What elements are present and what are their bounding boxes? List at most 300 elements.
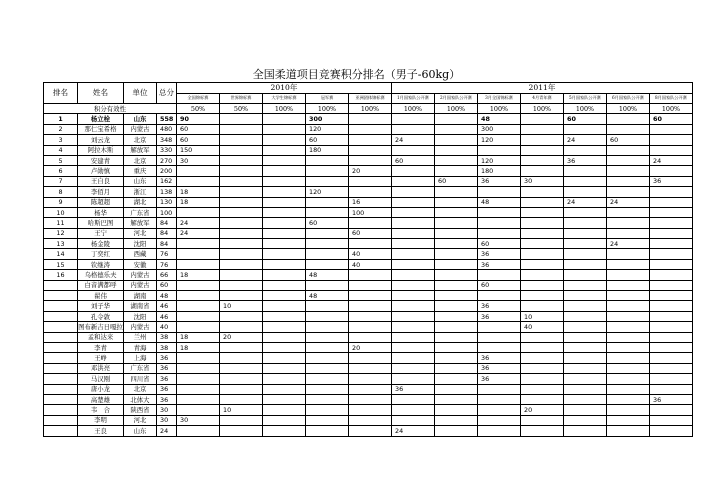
score-cell <box>392 114 435 124</box>
score-cell <box>220 384 263 394</box>
unit-cell: 陕西省 <box>124 405 157 415</box>
rank-cell <box>44 342 78 352</box>
score-cell <box>435 280 478 290</box>
athlete-name-cell: 马汉刚 <box>78 374 124 384</box>
validity-value: 100% <box>263 104 306 114</box>
unit-cell: 湖南 <box>124 291 157 301</box>
table-row <box>44 259 693 269</box>
score-cell <box>349 301 392 311</box>
header-event: 1月国家队公开赛 <box>392 93 435 104</box>
score-cell: 60 <box>478 239 521 249</box>
table-row <box>44 426 693 436</box>
score-cell: 16 <box>349 197 392 207</box>
score-cell <box>306 322 349 332</box>
score-cell <box>521 166 564 176</box>
score-cell <box>607 228 650 238</box>
score-cell <box>435 405 478 415</box>
score-cell: 18 <box>177 342 220 352</box>
athlete-name-cell: 乌格德乐夫 <box>78 270 124 280</box>
table-row <box>44 135 693 145</box>
score-cell <box>306 301 349 311</box>
score-cell <box>306 363 349 373</box>
score-cell <box>478 291 521 301</box>
athlete-name-cell: 杨立栓 <box>78 114 124 124</box>
score-cell <box>263 332 306 342</box>
score-cell <box>177 394 220 404</box>
score-cell <box>650 218 693 228</box>
total-cell: 30 <box>157 405 177 415</box>
score-cell <box>650 311 693 321</box>
score-cell <box>478 426 521 436</box>
score-cell <box>521 342 564 352</box>
score-cell <box>478 415 521 425</box>
header-event: 亚洲团体锦标赛 <box>349 93 392 104</box>
total-cell: 36 <box>157 353 177 363</box>
score-cell <box>521 207 564 217</box>
score-cell <box>392 207 435 217</box>
score-cell: 18 <box>177 332 220 342</box>
score-cell <box>607 187 650 197</box>
score-cell: 60 <box>650 114 693 124</box>
score-cell <box>478 145 521 155</box>
score-cell <box>263 353 306 363</box>
header-total: 总分 <box>157 83 177 104</box>
rank-cell: 3 <box>44 135 78 145</box>
score-cell <box>607 280 650 290</box>
header-year-2011: 2011年 <box>392 83 693 94</box>
unit-cell: 湖北 <box>124 197 157 207</box>
score-cell <box>521 114 564 124</box>
score-cell <box>220 155 263 165</box>
score-cell: 60 <box>564 114 607 124</box>
unit-cell: 青海 <box>124 342 157 352</box>
rank-cell <box>44 374 78 384</box>
score-cell <box>220 228 263 238</box>
athlete-name-cell: 王峥 <box>78 353 124 363</box>
score-cell <box>349 270 392 280</box>
table-row <box>44 322 693 332</box>
score-cell: 120 <box>306 124 349 134</box>
score-cell <box>392 145 435 155</box>
validity-value: 100% <box>564 104 607 114</box>
score-cell <box>435 394 478 404</box>
score-cell <box>435 155 478 165</box>
total-cell: 60 <box>157 280 177 290</box>
validity-value: 100% <box>607 104 650 114</box>
score-cell <box>177 291 220 301</box>
score-cell <box>263 270 306 280</box>
score-cell: 20 <box>220 332 263 342</box>
score-cell <box>478 394 521 404</box>
score-cell <box>263 114 306 124</box>
validity-label: 积分有效性 <box>44 104 177 114</box>
score-cell <box>607 311 650 321</box>
header-event: 4月青年赛 <box>521 93 564 104</box>
score-cell <box>435 145 478 155</box>
score-cell <box>564 426 607 436</box>
header-event: 5月国家队公开赛 <box>564 93 607 104</box>
unit-cell: 浙江 <box>124 187 157 197</box>
score-cell: 20 <box>521 405 564 415</box>
score-cell <box>564 384 607 394</box>
score-cell: 60 <box>306 135 349 145</box>
score-cell: 30 <box>177 155 220 165</box>
score-cell <box>521 145 564 155</box>
score-cell <box>607 155 650 165</box>
rank-cell: 8 <box>44 187 78 197</box>
validity-value: 50% <box>177 104 220 114</box>
score-cell <box>263 176 306 186</box>
score-cell <box>220 239 263 249</box>
total-cell: 36 <box>157 374 177 384</box>
header-event: 大学生锦标赛 <box>263 93 306 104</box>
header-event: 6月国家队公开赛 <box>607 93 650 104</box>
score-cell <box>392 187 435 197</box>
score-cell <box>177 176 220 186</box>
score-cell <box>349 332 392 342</box>
score-cell <box>564 374 607 384</box>
score-cell <box>263 426 306 436</box>
rank-cell: 16 <box>44 270 78 280</box>
table-row <box>44 207 693 217</box>
score-cell: 36 <box>478 311 521 321</box>
score-cell <box>392 322 435 332</box>
score-cell <box>349 135 392 145</box>
table-row <box>44 374 693 384</box>
score-cell <box>607 394 650 404</box>
score-cell <box>435 207 478 217</box>
score-cell <box>607 249 650 259</box>
score-cell <box>306 374 349 384</box>
score-cell <box>220 311 263 321</box>
score-cell <box>392 218 435 228</box>
rank-cell: 10 <box>44 207 78 217</box>
score-cell <box>564 342 607 352</box>
score-cell <box>177 405 220 415</box>
score-cell <box>263 374 306 384</box>
score-cell <box>650 280 693 290</box>
score-cell <box>263 239 306 249</box>
athlete-name-cell: 李明 <box>78 415 124 425</box>
total-cell: 46 <box>157 301 177 311</box>
score-cell <box>263 228 306 238</box>
ranking-table <box>43 82 693 437</box>
total-cell: 84 <box>157 218 177 228</box>
validity-value: 50% <box>220 104 263 114</box>
rank-cell: 14 <box>44 249 78 259</box>
score-cell <box>392 197 435 207</box>
score-cell <box>650 239 693 249</box>
header-event: 2月国家队公开赛 <box>435 93 478 104</box>
athlete-name-cell: 唐小龙 <box>78 384 124 394</box>
score-cell <box>521 280 564 290</box>
score-cell <box>435 259 478 269</box>
score-cell <box>263 249 306 259</box>
score-cell <box>435 415 478 425</box>
rank-cell <box>44 332 78 342</box>
score-cell <box>263 218 306 228</box>
score-cell <box>392 124 435 134</box>
score-cell <box>564 270 607 280</box>
score-cell <box>177 259 220 269</box>
score-cell <box>478 207 521 217</box>
score-cell <box>607 415 650 425</box>
total-cell: 36 <box>157 394 177 404</box>
table-row <box>44 342 693 352</box>
score-cell <box>306 207 349 217</box>
score-cell <box>220 322 263 332</box>
score-cell <box>478 332 521 342</box>
score-cell <box>220 259 263 269</box>
score-cell <box>478 270 521 280</box>
score-cell: 36 <box>478 249 521 259</box>
table-row <box>44 228 693 238</box>
athlete-name-cell: 王宁 <box>78 228 124 238</box>
score-cell <box>263 415 306 425</box>
athlete-name-cell: 卢勋慎 <box>78 166 124 176</box>
unit-cell: 北体大 <box>124 394 157 404</box>
score-cell <box>478 187 521 197</box>
score-cell <box>564 124 607 134</box>
score-cell <box>263 259 306 269</box>
score-cell <box>263 301 306 311</box>
score-cell <box>607 207 650 217</box>
score-cell <box>349 384 392 394</box>
score-cell <box>435 311 478 321</box>
score-cell: 24 <box>607 197 650 207</box>
athlete-name-cell: 白音满都呼 <box>78 280 124 290</box>
total-cell: 40 <box>157 322 177 332</box>
score-cell: 180 <box>478 166 521 176</box>
score-cell <box>564 239 607 249</box>
table-row <box>44 155 693 165</box>
rank-cell <box>44 311 78 321</box>
total-cell: 38 <box>157 332 177 342</box>
unit-cell: 北京 <box>124 384 157 394</box>
score-cell <box>564 291 607 301</box>
score-cell: 24 <box>392 426 435 436</box>
header-event: 冠军赛 <box>306 93 349 104</box>
unit-cell: 北京 <box>124 135 157 145</box>
score-cell <box>220 114 263 124</box>
unit-cell: 河北 <box>124 415 157 425</box>
score-cell <box>263 291 306 301</box>
score-cell <box>607 363 650 373</box>
header-event: 全国锦标赛 <box>177 93 220 104</box>
athlete-name-cell: 孟和达来 <box>78 332 124 342</box>
score-cell <box>521 270 564 280</box>
score-cell <box>306 259 349 269</box>
score-cell <box>306 405 349 415</box>
score-cell <box>392 353 435 363</box>
rank-cell <box>44 291 78 301</box>
score-cell <box>392 363 435 373</box>
score-cell <box>435 374 478 384</box>
score-cell <box>349 145 392 155</box>
score-cell <box>564 332 607 342</box>
score-cell <box>392 311 435 321</box>
score-cell <box>263 405 306 415</box>
score-cell: 90 <box>177 114 220 124</box>
score-cell: 18 <box>177 187 220 197</box>
score-cell <box>650 270 693 280</box>
score-cell <box>521 249 564 259</box>
table-row <box>44 332 693 342</box>
rank-cell: 5 <box>44 155 78 165</box>
score-cell <box>306 249 349 259</box>
score-cell: 18 <box>177 197 220 207</box>
score-cell <box>349 239 392 249</box>
validity-value: 100% <box>478 104 521 114</box>
score-cell <box>650 197 693 207</box>
score-cell <box>220 353 263 363</box>
rank-cell <box>44 301 78 311</box>
athlete-name-cell: 高楚雄 <box>78 394 124 404</box>
score-cell <box>435 301 478 311</box>
table-row <box>44 291 693 301</box>
score-cell <box>306 166 349 176</box>
score-cell <box>607 342 650 352</box>
score-cell <box>521 124 564 134</box>
score-cell <box>521 374 564 384</box>
score-cell <box>521 394 564 404</box>
total-cell: 100 <box>157 207 177 217</box>
score-cell <box>607 145 650 155</box>
score-cell <box>392 415 435 425</box>
score-cell <box>263 363 306 373</box>
rank-cell: 6 <box>44 166 78 176</box>
unit-cell: 安徽 <box>124 259 157 269</box>
score-cell: 40 <box>521 322 564 332</box>
score-cell <box>435 291 478 301</box>
table-row <box>44 270 693 280</box>
score-cell <box>263 197 306 207</box>
score-cell: 300 <box>478 124 521 134</box>
score-cell <box>177 426 220 436</box>
score-cell <box>392 166 435 176</box>
score-cell: 20 <box>349 342 392 352</box>
table-row <box>44 114 693 124</box>
score-cell <box>220 249 263 259</box>
score-cell <box>177 374 220 384</box>
score-cell: 40 <box>349 249 392 259</box>
score-cell <box>478 228 521 238</box>
validity-value: 100% <box>521 104 564 114</box>
score-cell <box>220 426 263 436</box>
total-cell: 84 <box>157 228 177 238</box>
table-row <box>44 415 693 425</box>
table-row <box>44 166 693 176</box>
score-cell: 300 <box>306 114 349 124</box>
athlete-name-cell: 阿拉木斯 <box>78 145 124 155</box>
score-cell <box>220 124 263 134</box>
score-cell <box>650 228 693 238</box>
total-cell: 330 <box>157 145 177 155</box>
rank-cell: 11 <box>44 218 78 228</box>
score-cell <box>349 218 392 228</box>
score-cell <box>220 291 263 301</box>
athlete-name-cell: 李青 <box>78 342 124 352</box>
score-cell <box>564 187 607 197</box>
score-cell <box>392 342 435 352</box>
total-cell: 24 <box>157 426 177 436</box>
table-row <box>44 405 693 415</box>
score-cell <box>349 124 392 134</box>
score-cell <box>306 239 349 249</box>
table-row <box>44 218 693 228</box>
score-cell <box>650 259 693 269</box>
score-cell <box>349 114 392 124</box>
total-cell: 130 <box>157 197 177 207</box>
score-cell <box>392 291 435 301</box>
athlete-name-cell: 图布新吉日嘎拉 <box>78 322 123 331</box>
score-cell <box>392 259 435 269</box>
score-cell <box>564 353 607 363</box>
score-cell <box>478 384 521 394</box>
score-cell: 24 <box>177 218 220 228</box>
rank-cell: 12 <box>44 228 78 238</box>
total-cell: 48 <box>157 291 177 301</box>
table-row <box>44 176 693 186</box>
athlete-name-cell: 李佰月 <box>78 187 124 197</box>
score-cell: 36 <box>564 155 607 165</box>
score-cell: 24 <box>177 228 220 238</box>
score-cell <box>349 280 392 290</box>
score-cell <box>220 166 263 176</box>
rank-cell: 2 <box>44 124 78 134</box>
score-cell: 100 <box>349 207 392 217</box>
score-cell <box>607 176 650 186</box>
score-cell <box>349 394 392 404</box>
unit-cell: 内蒙古 <box>124 280 157 290</box>
score-cell <box>435 218 478 228</box>
score-cell <box>607 374 650 384</box>
score-cell <box>220 415 263 425</box>
score-cell: 24 <box>650 155 693 165</box>
score-cell <box>650 135 693 145</box>
total-cell: 162 <box>157 176 177 186</box>
score-cell <box>263 155 306 165</box>
score-cell <box>306 394 349 404</box>
sheet-title: 全国柔道项目竞赛积分排名（男子-60kg） <box>252 68 461 81</box>
score-cell <box>220 363 263 373</box>
score-cell <box>564 394 607 404</box>
score-cell <box>521 239 564 249</box>
score-cell <box>220 280 263 290</box>
rank-cell: 7 <box>44 176 78 186</box>
score-cell <box>478 322 521 332</box>
score-cell <box>564 145 607 155</box>
score-cell <box>392 405 435 415</box>
score-cell: 48 <box>478 114 521 124</box>
total-cell: 84 <box>157 239 177 249</box>
score-cell <box>263 311 306 321</box>
score-cell <box>435 124 478 134</box>
rank-cell <box>44 415 78 425</box>
score-cell <box>521 259 564 269</box>
total-cell: 66 <box>157 270 177 280</box>
score-cell <box>306 342 349 352</box>
athlete-name-cell: 哈斯巴图 <box>78 218 124 228</box>
score-cell <box>435 342 478 352</box>
score-cell <box>607 218 650 228</box>
header-event: 3月全国锦标赛 <box>478 93 521 104</box>
score-cell <box>220 207 263 217</box>
score-cell <box>220 374 263 384</box>
header-name: 姓名 <box>78 83 124 104</box>
score-cell <box>177 166 220 176</box>
score-cell <box>435 384 478 394</box>
